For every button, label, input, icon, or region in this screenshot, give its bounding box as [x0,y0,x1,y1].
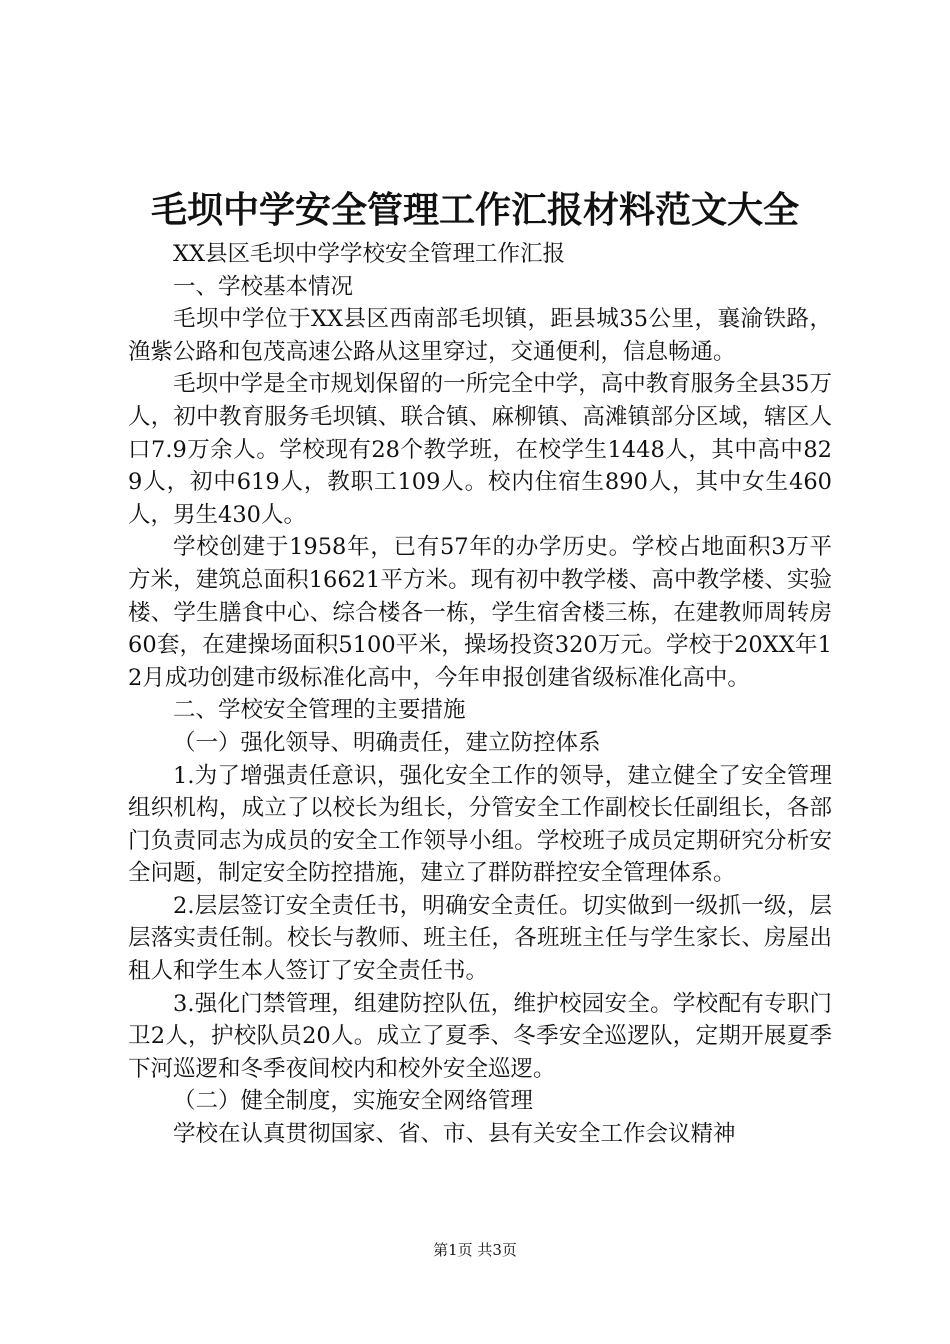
paragraph-measure-3: 3.强化门禁管理，组建防控队伍，维护校园安全。学校配有专职门卫2人，护校队员20人。成立了夏季、冬季安全巡逻队，定期开展夏季下河巡逻和冬季夜间校内和校外安全巡逻。 [128,990,832,1082]
page-footer: 第1页 共3页 [433,1241,517,1259]
paragraph-measure-1: 1.为了增强责任意识，强化安全工作的领导，建立健全了安全管理组织机构，成立了以校长为组长，分管安全工作副校长任副组长，各部门负责同志为成员的安全工作领导小组。学校班子成员定期研究分析安全问题，制定安全防控措施，建立了群防群控安全管理体系。 [128,762,832,887]
section-heading-measures: 二、学校安全管理的主要措施 [173,697,466,724]
document-body [128,238,832,1151]
report-heading: XX县区毛坝中学学校安全管理工作汇报 [173,241,566,267]
subsection-heading-leadership: （一）强化领导、明确责任，建立防控体系 [173,729,601,756]
section-heading-basic-info: 一、学校基本情况 [173,273,354,300]
document-title: 毛坝中学安全管理工作汇报材料范文大全 [150,189,799,231]
paragraph-school-scale: 毛坝中学是全市规划保留的一所完全中学，高中教育服务全县35万人，初中教育服务毛坝镇、联合镇、麻柳镇、高滩镇部分区域，辖区人口7.9万余人。学校现有28个教学班，在校学生1448人，其中高中829人，初中619人，教职工109人。校内住宿生890人，其中女生460人，男生430人。 [128,371,832,528]
paragraph-measure-2: 2.层层签订安全责任书，明确安全责任。切实做到一级抓一级，层层落实责任制。校长与教师、班主任，各班班主任与学生家长、房屋出租人和学生本人签订了安全责任书。 [128,892,832,985]
subsection-heading-system: （二）健全制度，实施安全网络管理 [173,1088,534,1115]
paragraph-school-history: 学校创建于1958年，已有57年的办学历史。学校占地面积3万平方米，建筑总面积16621平方米。现有初中教学楼、高中教学楼、实验楼、学生膳食中心、综合楼各一栋，学生宿舍楼三栋，在建教师周转房60套，在建操场面积5100平米，操场投资320万元。学校于20XX年12月成功创建市级标准化高中，今年申报创建省级标准化高中。 [128,534,832,691]
paragraph-system-intro: 学校在认真贯彻国家、省、市、县有关安全工作会议精神 [173,1121,736,1148]
paragraph-location: 毛坝中学位于XX县区西南部毛坝镇，距县城35公里，襄渝铁路，渔紫公路和包茂高速公路从这里穿过，交通便利，信息畅通。 [128,306,832,365]
